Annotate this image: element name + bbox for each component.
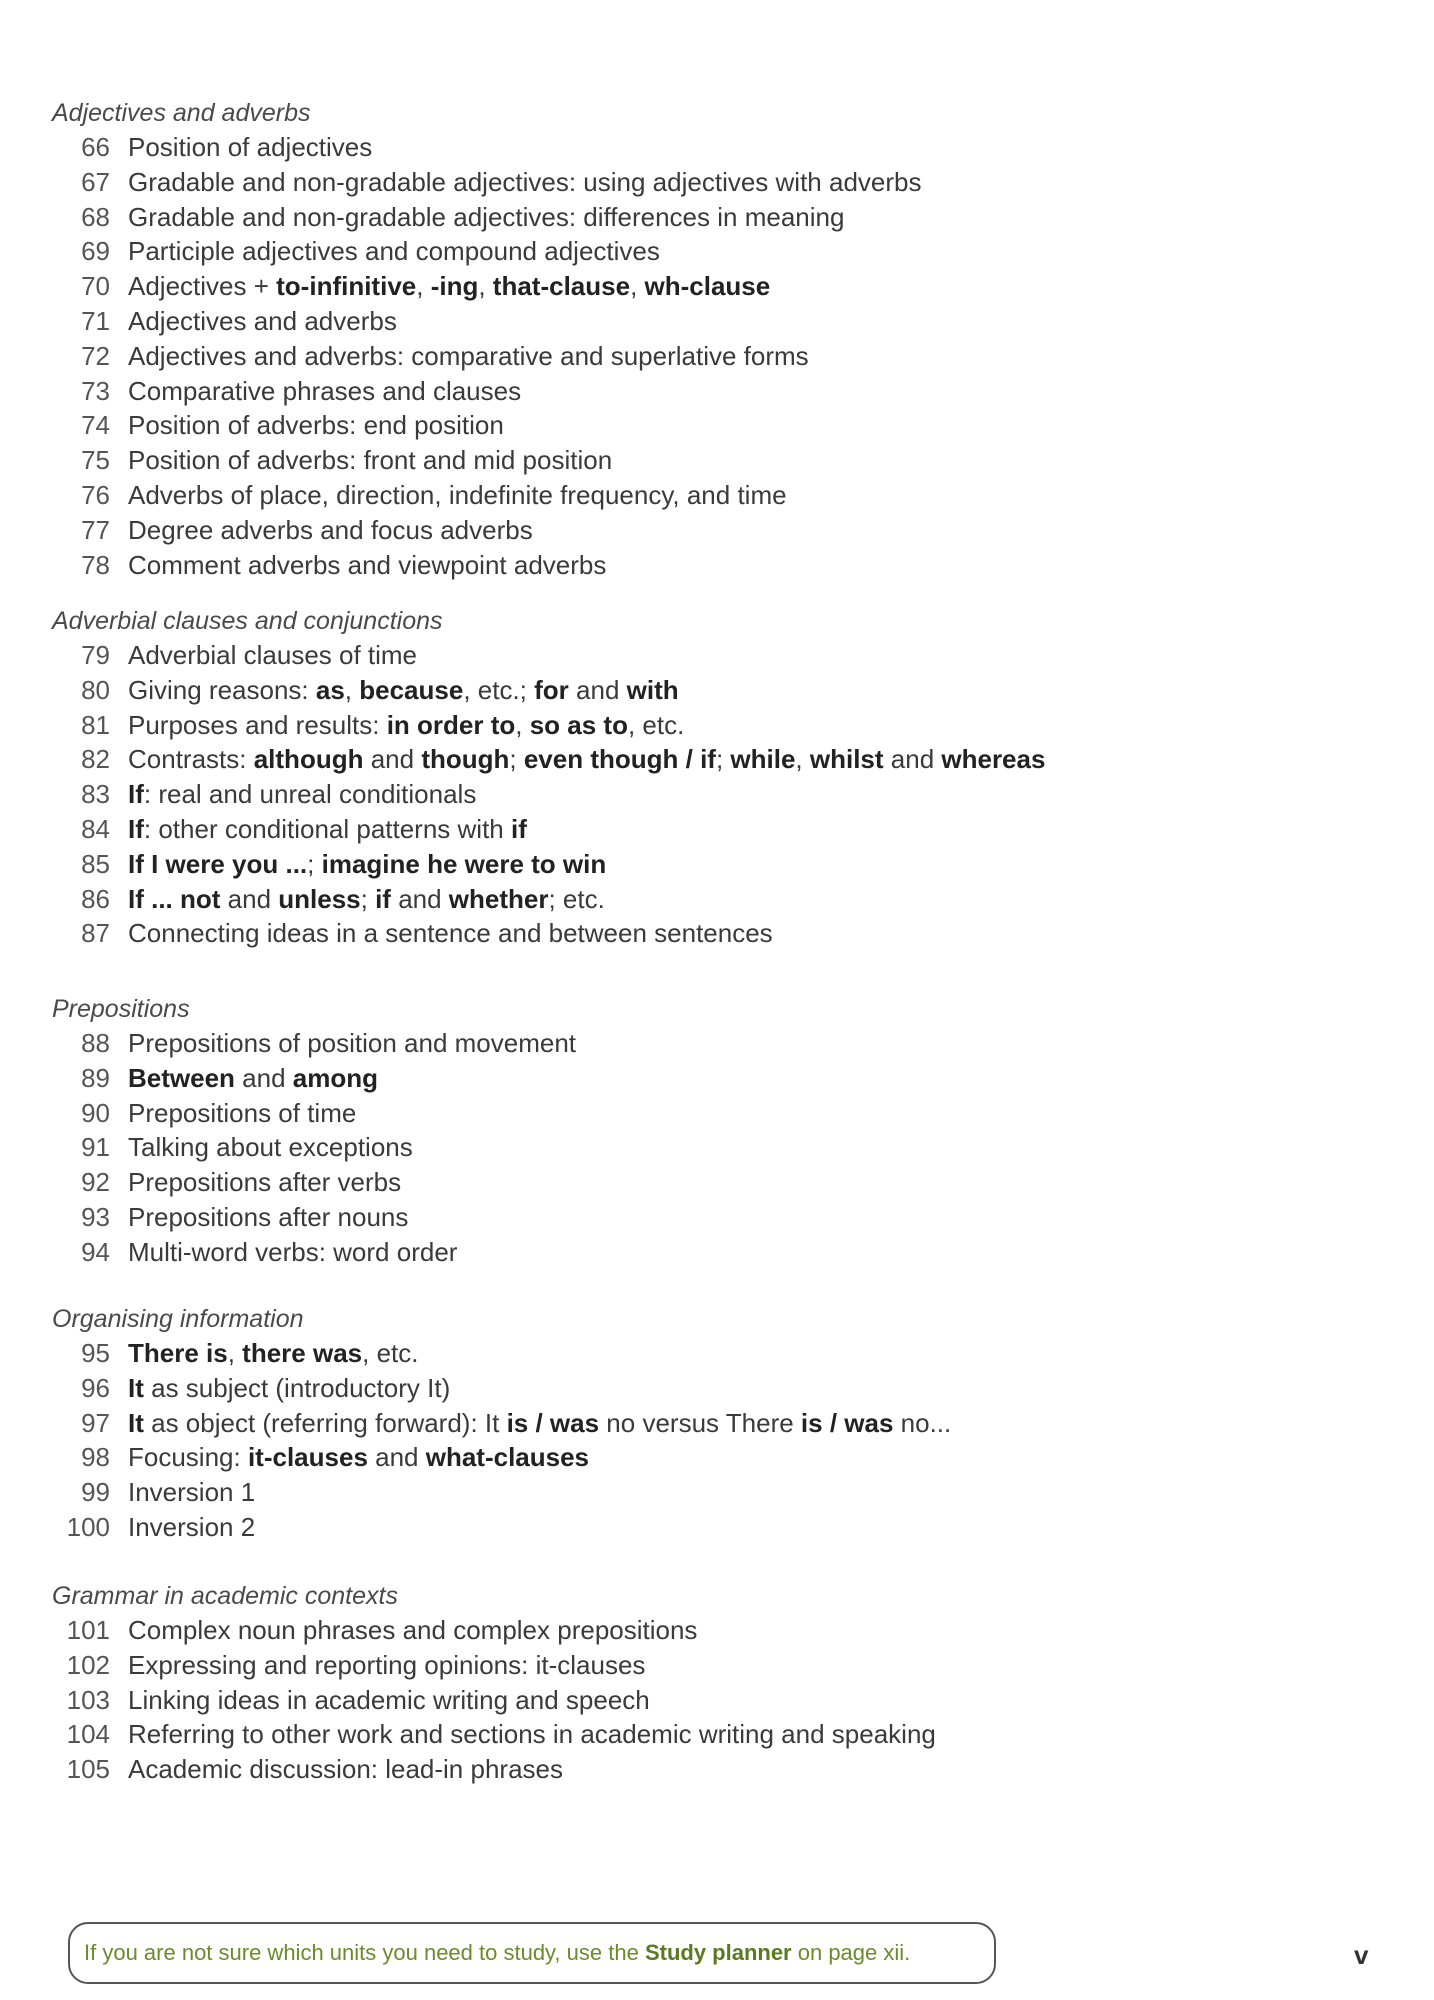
unit-number: 83 xyxy=(81,779,110,810)
unit-title-text: , xyxy=(344,674,360,705)
unit-entry xyxy=(52,1648,1152,1683)
contents-section xyxy=(52,992,1152,1270)
unit-title xyxy=(128,1061,378,1096)
unit-title-text: Giving reasons: xyxy=(128,674,316,705)
unit-number: 74 xyxy=(81,410,110,441)
unit-number: 79 xyxy=(81,640,110,670)
unit-title xyxy=(128,1165,401,1200)
unit-title-text: Prepositions of time xyxy=(128,1097,357,1128)
unit-title-text: ; xyxy=(715,744,731,775)
study-planner-tip xyxy=(68,1922,996,1984)
unit-title xyxy=(128,847,606,882)
unit-number: 72 xyxy=(81,340,110,371)
keyword: for xyxy=(534,674,569,705)
keyword: is / was xyxy=(506,1407,600,1438)
unit-entry xyxy=(52,1440,1152,1475)
keyword: it-clauses xyxy=(247,1442,368,1473)
keyword: unless xyxy=(278,883,361,914)
unit-number: 66 xyxy=(81,132,110,162)
unit-title xyxy=(128,882,605,917)
unit-title xyxy=(128,304,397,339)
unit-title-text: Comparative phrases and clauses xyxy=(128,375,522,406)
unit-number: 75 xyxy=(81,445,110,476)
unit-title-text: Linking ideas in academic writing and speech xyxy=(128,1684,650,1715)
unit-entry xyxy=(52,1510,1152,1545)
unit-title-text: Degree adverbs and focus adverbs xyxy=(128,514,533,545)
unit-number: 80 xyxy=(81,674,110,705)
keyword: imagine he were to win xyxy=(321,848,607,879)
unit-title xyxy=(128,1130,413,1165)
keyword: If xyxy=(128,779,144,810)
keyword: there was xyxy=(242,1338,363,1368)
contents-section xyxy=(52,1579,1152,1787)
unit-number: 84 xyxy=(81,813,110,844)
unit-number: 100 xyxy=(66,1511,110,1542)
unit-number: 90 xyxy=(81,1097,110,1128)
keyword: what-clauses xyxy=(425,1442,590,1473)
unit-title-text: and xyxy=(234,1062,293,1093)
unit-entry xyxy=(52,408,1152,443)
unit-entry xyxy=(52,882,1152,917)
contents-section xyxy=(52,1302,1152,1545)
unit-number: 101 xyxy=(66,1615,110,1645)
unit-entry xyxy=(52,742,1152,777)
unit-entry xyxy=(52,478,1152,513)
unit-title-text: Referring to other work and sections in academic writing and speaking xyxy=(128,1719,936,1750)
unit-title-text: Focusing: xyxy=(128,1442,248,1473)
page-number: v xyxy=(1354,1940,1369,1970)
unit-title xyxy=(128,1510,255,1545)
unit-title xyxy=(128,443,612,478)
unit-title-text: no... xyxy=(893,1407,952,1438)
unit-title-text: , etc. xyxy=(362,1338,419,1368)
unit-entry xyxy=(52,1235,1152,1270)
unit-number: 102 xyxy=(66,1649,110,1680)
unit-entry xyxy=(52,708,1152,743)
keyword: It xyxy=(128,1372,144,1403)
unit-title xyxy=(128,742,1045,777)
unit-title-text: and xyxy=(220,883,279,914)
unit-title-text: Adjectives and adverbs xyxy=(128,305,397,336)
unit-number: 105 xyxy=(66,1754,110,1785)
unit-title-text: as object (referring forward): It xyxy=(143,1407,507,1438)
unit-title-text: and xyxy=(367,1442,426,1473)
unit-title xyxy=(128,234,660,269)
keyword: in order to xyxy=(386,709,516,740)
unit-entry xyxy=(52,1475,1152,1510)
unit-title xyxy=(128,1200,408,1235)
unit-title-text: Prepositions after nouns xyxy=(128,1201,409,1232)
contents-section xyxy=(52,96,1152,582)
unit-title xyxy=(128,408,504,443)
unit-title xyxy=(128,200,844,235)
unit-title-text: Participle adjectives and compound adjectives xyxy=(128,236,660,267)
unit-number: 71 xyxy=(81,305,110,336)
unit-title-text: , etc. xyxy=(627,709,685,740)
unit-number: 76 xyxy=(81,479,110,510)
tip-text-end: on page xii. xyxy=(791,1940,911,1965)
unit-entry xyxy=(52,339,1152,374)
unit-title-text: Gradable and non-gradable adjectives: differences in meaning xyxy=(128,201,845,232)
unit-title-text: and xyxy=(363,744,422,775)
unit-title xyxy=(128,339,809,374)
unit-entry xyxy=(52,269,1152,304)
unit-title-text: : real and unreal conditionals xyxy=(143,779,477,810)
unit-title-text: Comment adverbs and viewpoint adverbs xyxy=(128,549,607,580)
keyword: whether xyxy=(448,883,549,914)
contents-section xyxy=(52,604,1152,951)
keyword: even though / if xyxy=(523,744,716,775)
keyword: If ... not xyxy=(128,883,221,914)
unit-title xyxy=(128,1371,450,1406)
unit-title xyxy=(128,1096,356,1131)
section-title: Adverbial clauses and conjunctions xyxy=(52,607,443,635)
unit-entry xyxy=(52,1061,1152,1096)
unit-title xyxy=(128,548,606,583)
unit-number: 91 xyxy=(81,1132,110,1163)
unit-title-text: no versus There xyxy=(599,1407,801,1438)
unit-number: 70 xyxy=(81,271,110,302)
unit-title-text: Adverbs of place, direction, indefinite frequency, and time xyxy=(128,479,787,510)
unit-title-text: ; etc. xyxy=(548,883,605,914)
unit-title-text: , xyxy=(515,709,530,740)
unit-title-text: Academic discussion: lead-in phrases xyxy=(128,1754,563,1785)
section-title: Grammar in academic contexts xyxy=(52,1582,398,1610)
unit-title xyxy=(128,374,521,409)
unit-entry xyxy=(52,1683,1152,1718)
unit-entry xyxy=(52,304,1152,339)
unit-entry xyxy=(52,234,1152,269)
unit-title xyxy=(128,130,372,165)
keyword: if xyxy=(511,813,527,844)
unit-entry xyxy=(52,916,1152,951)
unit-title xyxy=(128,165,921,200)
unit-title xyxy=(128,1406,951,1441)
unit-title-text: Adjectives + xyxy=(128,271,277,302)
unit-number: 69 xyxy=(81,236,110,267)
unit-number: 88 xyxy=(81,1028,110,1058)
unit-title-text: Complex noun phrases and complex prepositions xyxy=(128,1615,698,1645)
unit-title-text: Adverbial clauses of time xyxy=(128,640,418,670)
unit-title xyxy=(128,1717,936,1752)
unit-title-text: Connecting ideas in a sentence and between sentences xyxy=(128,918,773,949)
unit-title xyxy=(128,1235,457,1270)
unit-number: 92 xyxy=(81,1167,110,1198)
unit-title xyxy=(128,1026,576,1061)
unit-title-text: Talking about exceptions xyxy=(128,1132,413,1163)
unit-title xyxy=(128,916,773,951)
unit-title xyxy=(128,1440,589,1475)
unit-title-text: Inversion 1 xyxy=(128,1477,256,1508)
section-title: Prepositions xyxy=(52,995,190,1023)
keyword: if xyxy=(375,883,391,914)
unit-entry xyxy=(52,1717,1152,1752)
unit-number: 104 xyxy=(66,1719,110,1750)
unit-title xyxy=(128,638,417,673)
unit-number: 89 xyxy=(81,1062,110,1093)
unit-title-text: Adjectives and adverbs: comparative and superlative forms xyxy=(128,340,809,371)
keyword: with xyxy=(626,674,679,705)
unit-entry xyxy=(52,513,1152,548)
keyword: though xyxy=(421,744,510,775)
keyword: although xyxy=(253,744,364,775)
unit-title xyxy=(128,1475,255,1510)
unit-entry xyxy=(52,1130,1152,1165)
unit-title-text: Prepositions of position and movement xyxy=(128,1028,577,1058)
unit-entry xyxy=(52,1752,1152,1787)
keyword: as xyxy=(315,674,345,705)
keyword: so as to xyxy=(529,709,628,740)
unit-title xyxy=(128,1752,563,1787)
unit-title-text: Prepositions after verbs xyxy=(128,1167,402,1198)
unit-title-text: Multi-word verbs: word order xyxy=(128,1236,458,1267)
unit-title-text: , etc.; xyxy=(463,674,535,705)
unit-number: 94 xyxy=(81,1236,110,1267)
keyword: that-clause xyxy=(492,271,631,302)
unit-entry xyxy=(52,1165,1152,1200)
unit-title-text: , xyxy=(630,271,645,302)
unit-title-text: , xyxy=(416,271,431,302)
keyword: If xyxy=(128,813,144,844)
unit-title xyxy=(128,777,476,812)
unit-entry xyxy=(52,1613,1152,1648)
unit-title-text: and xyxy=(883,744,942,775)
keyword: because xyxy=(359,674,464,705)
unit-number: 103 xyxy=(66,1684,110,1715)
unit-number: 81 xyxy=(81,709,110,740)
keyword: There is xyxy=(128,1338,228,1368)
unit-entry xyxy=(52,165,1152,200)
unit-title-text: Position of adverbs: front and mid position xyxy=(128,445,613,476)
unit-title-text: ; xyxy=(307,848,322,879)
unit-title-text: Contrasts: xyxy=(128,744,254,775)
unit-entry xyxy=(52,374,1152,409)
keyword: whereas xyxy=(941,744,1046,775)
unit-title xyxy=(128,1683,650,1718)
unit-entry xyxy=(52,812,1152,847)
keyword: If I were you ... xyxy=(128,848,308,879)
keyword: Between xyxy=(128,1062,235,1093)
keyword: It xyxy=(128,1407,144,1438)
unit-entry xyxy=(52,548,1152,583)
unit-entry xyxy=(52,777,1152,812)
unit-title-text: : other conditional patterns with xyxy=(143,813,511,844)
unit-entry xyxy=(52,673,1152,708)
unit-number: 73 xyxy=(81,375,110,406)
unit-number: 87 xyxy=(81,918,110,949)
section-title: Organising information xyxy=(52,1305,304,1333)
unit-title-text: as subject (introductory It) xyxy=(143,1372,451,1403)
unit-title-text: Gradable and non-gradable adjectives: using adjectives with adverbs xyxy=(128,166,922,197)
unit-entry xyxy=(52,1096,1152,1131)
unit-title xyxy=(128,269,770,304)
unit-title-text: Position of adjectives xyxy=(128,132,373,162)
unit-number: 98 xyxy=(81,1442,110,1473)
unit-entry xyxy=(52,1406,1152,1441)
unit-number: 96 xyxy=(81,1372,110,1403)
unit-title-text: ; xyxy=(360,883,376,914)
unit-number: 86 xyxy=(81,883,110,914)
unit-entry xyxy=(52,200,1152,235)
unit-title xyxy=(128,1336,418,1371)
unit-number: 85 xyxy=(81,848,110,879)
tip-text-start: If you are not sure which units you need to study, use the xyxy=(84,1940,645,1965)
study-planner-link: Study planner xyxy=(644,1940,792,1965)
unit-title-text: Inversion 2 xyxy=(128,1511,256,1542)
unit-entry xyxy=(52,1026,1152,1061)
keyword: -ing xyxy=(430,271,479,302)
unit-title-text: Expressing and reporting opinions: it-clauses xyxy=(128,1649,646,1680)
unit-number: 99 xyxy=(81,1477,110,1508)
unit-number: 68 xyxy=(81,201,110,232)
unit-title-text: , xyxy=(227,1338,243,1368)
unit-title-text: and xyxy=(390,883,449,914)
unit-title xyxy=(128,812,527,847)
unit-entry xyxy=(52,1371,1152,1406)
keyword: is / was xyxy=(800,1407,894,1438)
keyword: among xyxy=(292,1062,378,1093)
section-title: Adjectives and adverbs xyxy=(52,99,311,127)
unit-title xyxy=(128,673,679,708)
unit-title-text: and xyxy=(568,674,627,705)
unit-number: 82 xyxy=(81,744,110,775)
unit-title-text: , xyxy=(795,744,810,775)
keyword: to-infinitive xyxy=(276,271,417,302)
unit-entry xyxy=(52,130,1152,165)
unit-title xyxy=(128,708,684,743)
unit-number: 95 xyxy=(81,1338,110,1368)
unit-number: 78 xyxy=(81,549,110,580)
unit-entry xyxy=(52,847,1152,882)
unit-entry xyxy=(52,1200,1152,1235)
unit-title-text: ; xyxy=(509,744,524,775)
unit-number: 77 xyxy=(81,514,110,545)
keyword: wh-clause xyxy=(644,271,771,302)
unit-title xyxy=(128,513,533,548)
unit-entry xyxy=(52,638,1152,673)
unit-title-text: Purposes and results: xyxy=(128,709,387,740)
keyword: while xyxy=(730,744,796,775)
unit-title xyxy=(128,1613,697,1648)
unit-entry xyxy=(52,1336,1152,1371)
unit-entry xyxy=(52,443,1152,478)
unit-title-text: Position of adverbs: end position xyxy=(128,410,504,441)
unit-title xyxy=(128,1648,645,1683)
unit-number: 93 xyxy=(81,1201,110,1232)
unit-number: 67 xyxy=(81,166,110,197)
unit-title xyxy=(128,478,787,513)
keyword: whilst xyxy=(809,744,884,775)
unit-title-text: , xyxy=(478,271,493,302)
unit-number: 97 xyxy=(81,1407,110,1438)
